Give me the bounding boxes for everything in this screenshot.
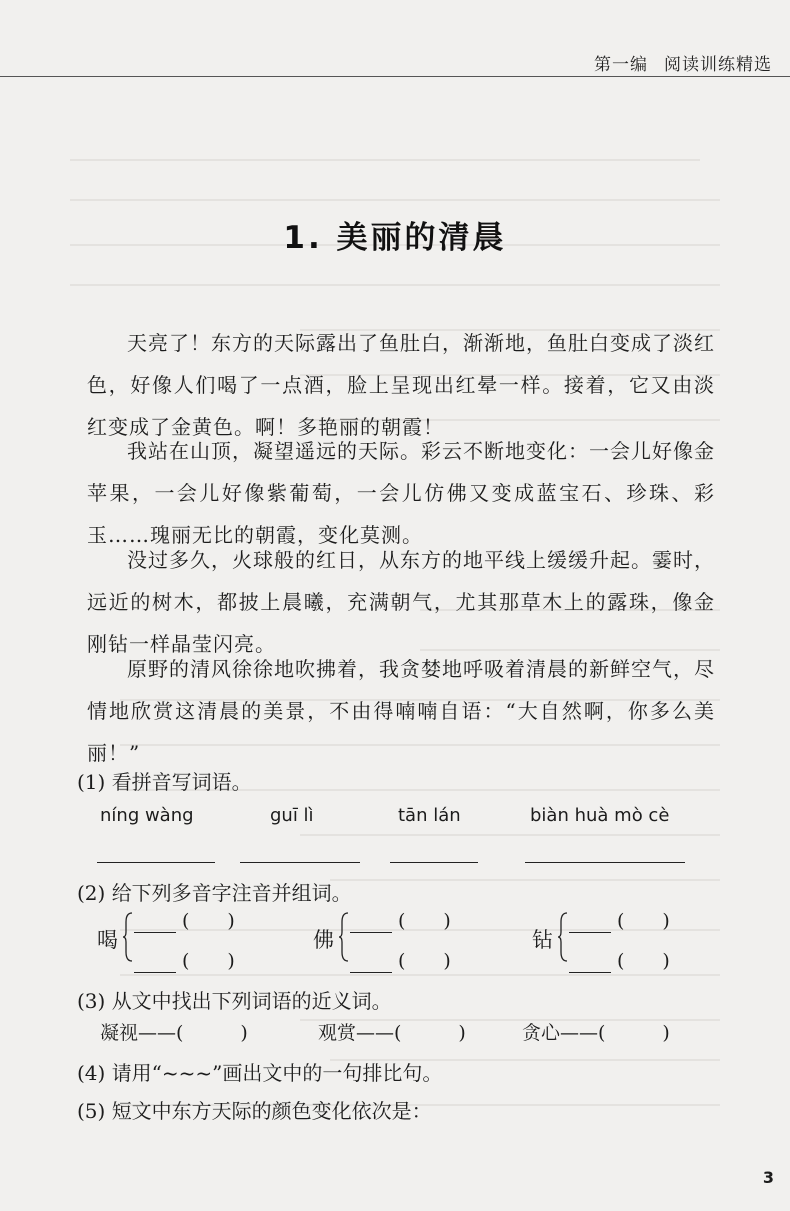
polyphone-zuan-option-2[interactable]: ( ) [569, 946, 670, 973]
synonym-tanxin[interactable]: 贪心——( ) [522, 1022, 670, 1044]
polyphone-he-option-1[interactable]: ( ) [134, 906, 235, 933]
pinyin-1: níng wàng [100, 805, 194, 826]
pinyin-2: guī lì [270, 805, 314, 826]
pinyin-3: tān lán [398, 805, 461, 826]
header-section: 第一编 [594, 55, 648, 75]
question-4: (4) 请用“~~~”画出文中的一句排比句。 [77, 1061, 443, 1085]
paragraph-2: 我站在山顶，凝望遥远的天际。彩云不断地变化：一会儿好像金苹果，一会儿好像紫葡萄，一会儿仿佛又变成蓝宝石、珍珠、彩玉……瑰丽无比的朝霞，变化莫测。 [87, 439, 715, 547]
synonym-ningshi[interactable]: 凝视——( ) [100, 1022, 248, 1044]
question-5: (5) 短文中东方天际的颜色变化依次是： [77, 1099, 432, 1123]
answer-blank-1[interactable] [97, 862, 215, 863]
question-3: (3) 从文中找出下列词语的近义词。 [77, 989, 392, 1013]
polyphone-fo-option-1[interactable]: ( ) [350, 906, 451, 933]
brace-icon [123, 912, 133, 962]
question-1: (1) 看拼音写词语。 [77, 770, 252, 794]
polyphone-fo: 佛 [313, 928, 334, 952]
article-title: 1. 美丽的清晨 [283, 220, 507, 256]
question-2: (2) 给下列多音字注音并组词。 [77, 881, 352, 905]
answer-blank-4[interactable] [525, 862, 685, 863]
polyphone-zuan-option-1[interactable]: ( ) [569, 906, 670, 933]
synonym-guanshang[interactable]: 观赏——( ) [318, 1022, 466, 1044]
paragraph-1: 天亮了！东方的天际露出了鱼肚白，渐渐地，鱼肚白变成了淡红色，好像人们喝了一点酒，脸上呈现出红晕一样。接着，它又由淡红变成了金黄色。啊！多艳丽的朝霞！ [87, 331, 715, 439]
brace-icon [339, 912, 349, 962]
answer-blank-2[interactable] [240, 862, 360, 863]
brace-icon [558, 912, 568, 962]
paragraph-3: 没过多久，火球般的红日，从东方的地平线上缓缓升起。霎时，远近的树木，都披上晨曦，充满朝气，尤其那草木上的露珠，像金刚钻一样晶莹闪亮。 [87, 548, 715, 656]
polyphone-zuan: 钻 [532, 928, 553, 952]
polyphone-he: 喝 [97, 928, 118, 952]
header-rule [0, 76, 790, 77]
polyphone-he-option-2[interactable]: ( ) [134, 946, 235, 973]
paragraph-4: 原野的清风徐徐地吹拂着，我贪婪地呼吸着清晨的新鲜空气，尽情地欣赏这清晨的美景，不由得喃喃自语：“大自然啊，你多么美丽！” [87, 657, 715, 765]
header-title: 阅读训练精选 [664, 55, 772, 75]
polyphone-fo-option-2[interactable]: ( ) [350, 946, 451, 973]
pinyin-4: biàn huà mò cè [530, 805, 670, 826]
running-header [594, 50, 772, 75]
answer-blank-3[interactable] [390, 862, 478, 863]
page-number: 3 [762, 1168, 774, 1187]
